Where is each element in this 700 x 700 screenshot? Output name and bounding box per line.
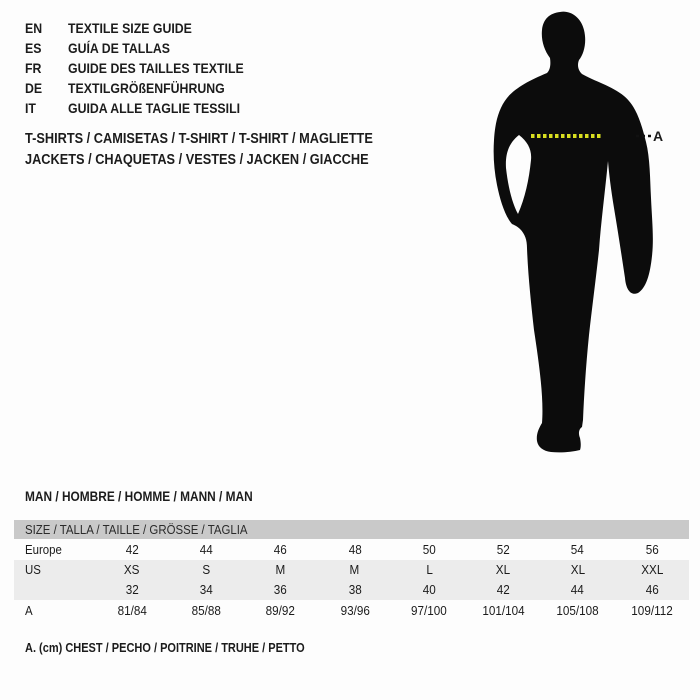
language-label: GUÍA DE TALLAS: [68, 40, 170, 56]
size-cell: 56: [645, 542, 659, 557]
measurement-footnote: A. (cm) CHEST / PECHO / POITRINE / TRUHE / PETTO: [25, 641, 305, 655]
language-label: GUIDE DES TAILLES TEXTILE: [68, 60, 244, 76]
size-cell: 101/104: [482, 603, 525, 618]
table-row-us: [14, 560, 689, 580]
row-label: US: [25, 562, 41, 577]
product-line-tshirts: T-SHIRTS / CAMISETAS / T-SHIRT / T-SHIRT / MAGLIETTE: [25, 131, 373, 147]
size-cell: 54: [571, 542, 585, 557]
language-code: ES: [25, 40, 42, 56]
size-cell: 93/96: [340, 603, 370, 618]
size-cell: 42: [496, 582, 510, 597]
size-cell: 85/88: [191, 603, 222, 618]
size-table-header: [14, 520, 689, 539]
table-row-secondary-sizes: [14, 580, 689, 600]
product-line-jackets: JACKETS / CHAQUETAS / VESTES / JACKEN / GIACCHE: [25, 152, 369, 168]
man-silhouette: [494, 12, 653, 453]
size-cell: 46: [274, 542, 288, 557]
size-cell: 36: [274, 582, 288, 597]
size-cell: XL: [570, 562, 585, 577]
language-label: GUIDA ALLE TAGLIE TESSILI: [68, 100, 241, 116]
size-cell: M: [349, 562, 360, 577]
size-cell: XXL: [640, 562, 663, 577]
language-code: DE: [25, 80, 43, 96]
size-cell: 34: [199, 582, 213, 597]
table-row-europe: [14, 539, 689, 560]
language-label: TEXTILGRÖßENFÜHRUNG: [68, 80, 225, 96]
size-cell: 48: [348, 542, 362, 557]
row-label: A: [25, 603, 33, 618]
size-cell: 109/112: [631, 603, 673, 618]
size-cell: XS: [124, 562, 140, 577]
size-cell: 89/92: [265, 603, 296, 618]
size-cell: 44: [199, 542, 213, 557]
size-cell: 105/108: [556, 603, 599, 618]
row-label: Europe: [25, 542, 62, 557]
size-table-header-text: SIZE / TALLA / TAILLE / GRÖSSE / TAGLIA: [25, 522, 248, 537]
size-cell: 50: [422, 542, 436, 557]
size-cell: 42: [125, 542, 139, 557]
size-cell: 38: [348, 582, 362, 597]
size-cell: 97/100: [411, 603, 448, 618]
man-silhouette-graphic: [480, 0, 700, 470]
size-cell: 52: [496, 542, 510, 557]
size-cell: 40: [422, 582, 436, 597]
size-cell: L: [425, 562, 433, 577]
size-cell: S: [202, 562, 211, 577]
size-cell: 32: [125, 582, 139, 597]
measure-a-label: A: [653, 128, 664, 144]
table-row-chest-a: [14, 600, 689, 622]
section-title-man: MAN / HOMBRE / HOMME / MANN / MAN: [25, 489, 253, 504]
language-code: IT: [25, 100, 36, 116]
size-cell: M: [275, 562, 286, 577]
size-cell: 81/84: [117, 603, 147, 618]
size-table: [14, 520, 689, 622]
language-label: TEXTILE SIZE GUIDE: [68, 20, 192, 36]
size-cell: 44: [571, 582, 585, 597]
size-cell: 46: [645, 582, 659, 597]
language-code: EN: [25, 20, 43, 36]
language-code: FR: [25, 60, 42, 76]
size-cell: XL: [496, 562, 511, 577]
